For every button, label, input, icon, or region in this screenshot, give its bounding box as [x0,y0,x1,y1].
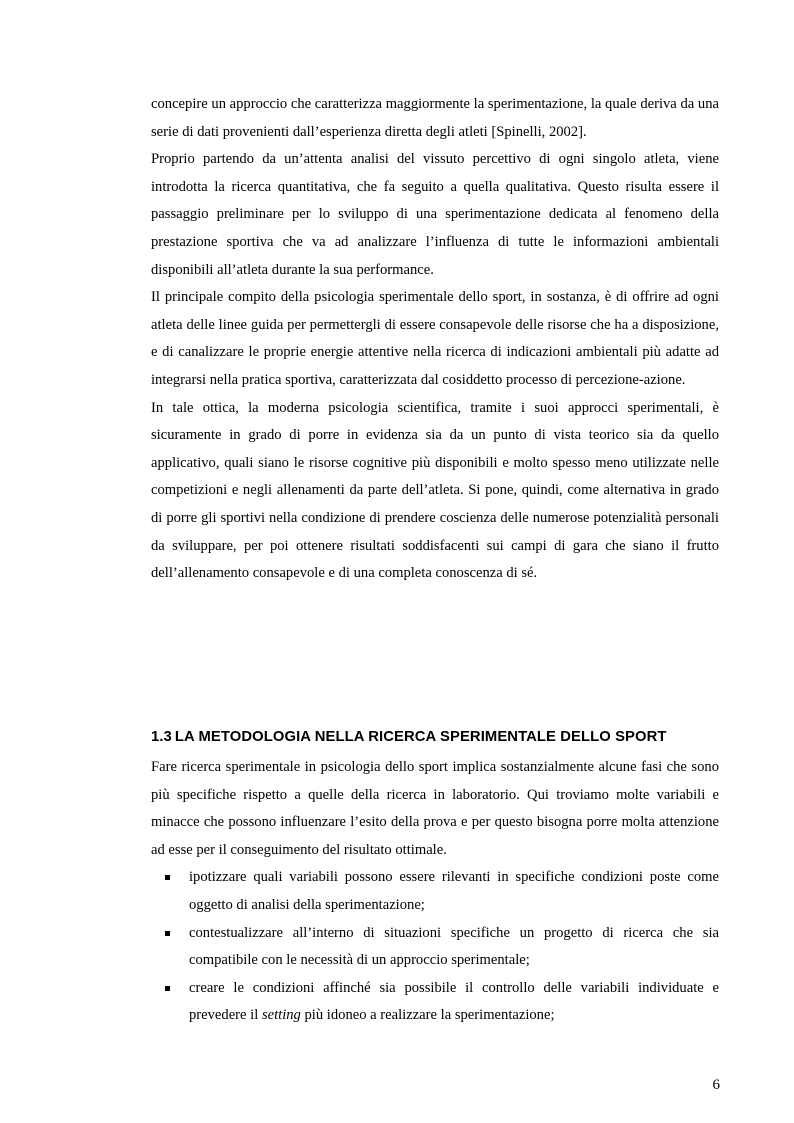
list-item-text: ipotizzare quali variabili possono essere rilevanti in specifiche condizioni poste come oggetto di analisi della sperimentazione; [189,869,719,913]
list-item [151,920,719,975]
list-item-text-start: creare le condizioni affinché sia possibile il controllo delle variabili individuate e prevedere il [189,979,719,1024]
square-bullet-icon [165,986,170,991]
section-number: 1.3 [151,729,172,745]
paragraph: In tale ottica, la moderna psicologia scientifica, tramite i suoi approcci sperimentali, è sicuramente in grado di porre in evidenza sia da un punto di vista teorico sia da quello applicativo, quali siano le risorse cognitive più disponibili e molto spesso meno utilizzate nelle competizioni e negli allenamenti da parte dell’atleta. Si pone, quindi, come alternativa in grado di porre gli sportivi nella condizione di prendere coscienza delle numerose potenzialità personali da sviluppare, per poi ottenere risultati soddisfacenti sui campi di gara che siano il frutto dell’allenamento consapevole e di una completa conoscenza di sé. [151,399,719,582]
paragraph: concepire un approccio che caratterizza maggiormente la sperimentazione, la quale deriva da una serie di dati provenienti dall’esperienza diretta degli atleti [Spinelli, 2002]. [151,96,719,140]
body-text-section [151,754,719,1030]
list-item [151,975,719,1030]
paragraph: Proprio partendo da un’attenta analisi del vissuto percettivo di ogni singolo atleta, viene introdotta la ricerca quantitativa, che fa seguito a quella qualitativa. Questo risulta essere il passaggio preliminare per lo sviluppo di una sperimentazione dedicata al fenomeno della prestazione sportiva che va ad analizzare l’influenza di tutte le informazioni ambientali disponibili all’atleta durante la sua performance. [151,151,719,278]
italic-term: setting [261,1007,301,1024]
bullet-list [151,864,719,1030]
section-heading [151,729,751,745]
section-intro-paragraph: Fare ricerca sperimentale in psicologia dello sport implica sostanzialmente alcune fasi che sono più specifiche rispetto a quelle della ricerca in laboratorio. Qui troviamo molte variabili e minacce che possono influenzare l’esito della prova e per questo bisogna porre molta attenzione ad esse per il conseguimento del risultato ottimale. [151,759,719,858]
list-item [151,864,719,919]
list-item-text-end: più idoneo a realizzare la sperimentazione; [300,1007,555,1024]
paragraph: Il principale compito della psicologia sperimentale dello sport, in sostanza, è di offrire ad ogni atleta delle linee guida per permettergli di essere consapevole delle risorse che ha a disposizione, e di canalizzare le proprie energie attentive nella ricerca di indicazioni ambientali più adatte ad integrarsi nella pratica sportiva, caratterizzata dal cosiddetto processo di percezione-azione. [151,289,719,388]
square-bullet-icon [165,931,170,936]
list-item-text: contestualizzare all’interno di situazioni specifiche un progetto di ricerca che sia compatibile con le necessità di un approccio sperimentale; [189,924,719,969]
body-text-top [151,91,719,588]
page-number: 6 [712,1077,720,1093]
section-title: LA METODOLOGIA NELLA RICERCA SPERIMENTALE DELLO SPORT [174,729,667,745]
square-bullet-icon [165,875,170,880]
